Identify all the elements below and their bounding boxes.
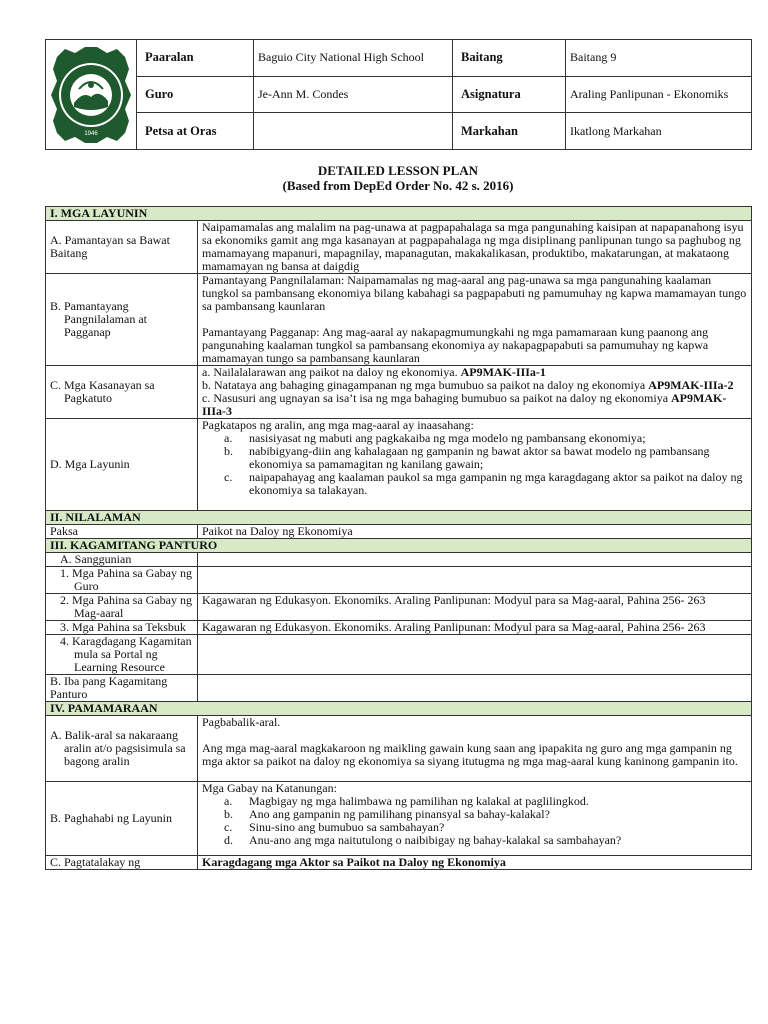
review-heading: Pagbabalik-aral. (202, 715, 281, 729)
row-label: B. Iba pang Kagamitang Panturo (46, 675, 198, 702)
row-value: Kagawaran ng Edukasyon. Ekonomiks. Araling Panlipunan: Modyul para sa Mag-aaral, Pahina 256- 263 (198, 594, 752, 621)
competency-item: b. Natataya ang bahaging ginagampanan ng mga bumubuo sa paikot na daloy ng ekonomiya AP9MAK-IIIa-2 (202, 378, 734, 392)
row-label: 4. Karagdagang Kagamitan mula sa Portal ng Learning Resource (46, 635, 198, 675)
row-paghahabi (46, 782, 752, 856)
date-time-label: Petsa at Oras (137, 113, 254, 150)
row-label: 1. Mga Pahina sa Gabay ng Guro (46, 567, 198, 594)
list-item: a. Magbigay ng mga halimbawa ng pamilihan ng kalakal at paglilingkod. (224, 794, 589, 808)
list-item: b. nabibigyang-diin ang kahalagaan ng gampanin ng bawat aktor sa bawat modelo ng pambansang ekonomiya sa pamamagitan ng kanilang gawain; (224, 444, 710, 471)
row-label: 2. Mga Pahina sa Gabay ng Mag-aaral (46, 594, 198, 621)
lesson-plan-table (45, 206, 752, 870)
row-value (198, 567, 752, 594)
row-value (198, 675, 752, 702)
row-label: D. Mga Layunin (46, 419, 198, 511)
section-header-pamamaraan: IV. PAMAMARAAN (46, 702, 752, 716)
row-value (198, 553, 752, 567)
row-label: A. Sanggunian (46, 553, 198, 567)
row-label: 3. Mga Pahina sa Teksbuk (46, 621, 198, 635)
row-value: Paikot na Daloy ng Ekonomiya (198, 525, 752, 539)
competency-code: AP9MAK-IIIa-3 (202, 391, 727, 418)
row-label: A. Pamantayan sa Bawat Baitang (46, 221, 198, 274)
row-label: Paksa (46, 525, 198, 539)
quarter-value: Ikatlong Markahan (566, 113, 752, 150)
grade-label: Baitang (453, 40, 566, 77)
row-gabay-guro (46, 567, 752, 594)
guide-questions-list (202, 795, 747, 847)
competency-code: AP9MAK-IIIa-2 (648, 378, 734, 392)
section-header-layunin: I. MGA LAYUNIN (46, 207, 752, 221)
competency-item: c. Nasusuri ang ugnayan sa isa’t isa ng mga bahaging bumubuo sa paikot na daloy ng ekonomiya AP9MAK-IIIa-3 (202, 391, 727, 418)
school-value: Baguio City National High School (254, 40, 453, 77)
list-item: a. nasisiyasat ng mabuti ang pagkakaiba ng mga modelo ng pambansang ekonomiya; (224, 431, 646, 445)
school-info-table (45, 39, 752, 150)
row-label: B. Paghahabi ng Layunin (46, 782, 198, 856)
row-sanggunian (46, 553, 752, 567)
row-value (198, 635, 752, 675)
pangnilalaman-text: Pamantayang Pangnilalaman: Naipamamalas ng mag-aaral ang pag-unawa sa mga pangunahing kaalaman tungkol sa pambansang ekonomiya bilang kabahagi sa pagpapabuti ng pamumuhay ng kapwa mamamayan tungo sa pambansang kaunlaran (202, 273, 747, 313)
row-value (198, 274, 752, 366)
review-text: Ang mga mag-aaral magkakaroon ng maikling gawain kung saan ang ipapakita ng guro ang mga gampanin ng mga aktor sa paikot na daloy ng ekonomiya sa siyang itutugma ng mga mag-aaral kung kaninong gampanin ito. (202, 741, 738, 768)
row-value (198, 716, 752, 782)
section-header-kagamitan: III. KAGAMITANG PANTURO (46, 539, 752, 553)
list-item: c. Sinu-sino ang bumubuo sa sambahayan? (224, 820, 445, 834)
row-iba-pang-kagamitan (46, 675, 752, 702)
row-value: Kagawaran ng Edukasyon. Ekonomiks. Araling Panlipunan: Modyul para sa Mag-aaral, Pahina 256- 263 (198, 621, 752, 635)
row-pamantayan-baitang (46, 221, 752, 274)
row-value: Naipamamalas ang malalim na pag-unawa at pagpapahalaga sa mga pangunahing kaisipan at napapanahong isyu sa ekonomiks gamit ang mga kasanayan at pagpapahalaga ng mga disiplinang panlipunan tungo sa paghubog ng mamamayang mapanuri, mapagnilay, mapanagutan, makakalikasan, produktibo, makatarungan, at makataong mamamayan ng bansa at daigdig (198, 221, 752, 274)
row-pagtatalakay (46, 856, 752, 870)
list-item: c. naipapahayag ang kaalaman paukol sa mga gampanin ng mga karagdagang aktor sa paikot na daloy ng ekonomiya sa talakayan. (224, 470, 743, 497)
row-label: C. Pagtatalakay ng (46, 856, 198, 870)
grade-value: Baitang 9 (566, 40, 752, 77)
school-label: Paaralan (137, 40, 254, 77)
row-label: A. Balik-aral sa nakaraang aralin at/o pagsisimula sa bagong aralin (46, 716, 198, 782)
row-label: C. Mga Kasanayan sa Pagkatuto (46, 366, 198, 419)
document-subtitle: (Based from DepEd Order No. 42 s. 2016) (282, 178, 514, 193)
row-value (198, 782, 752, 856)
date-time-value (254, 113, 453, 150)
guide-questions-intro: Mga Gabay na Katanungan: (202, 781, 337, 795)
row-balik-aral (46, 716, 752, 782)
row-value: Karagdagang mga Aktor sa Paikot na Daloy ng Ekonomiya (198, 856, 752, 870)
competency-item: a. Nailalalarawan ang paikot na daloy ng ekonomiya. AP9MAK-IIIa-1 (202, 365, 546, 379)
competency-code: AP9MAK-IIIa-1 (460, 365, 546, 379)
subject-value: Araling Panlipunan - Ekonomiks (566, 76, 752, 113)
row-mga-layunin (46, 419, 752, 511)
document-title: DETAILED LESSON PLAN (317, 163, 479, 178)
university-seal-logo (49, 45, 133, 145)
row-paksa (46, 525, 752, 539)
row-teksbuk (46, 621, 752, 635)
teacher-label: Guro (137, 76, 254, 113)
list-item: d. Anu-ano ang mga naitutulong o naibibigay ng bahay-kalakal sa sambahayan? (224, 833, 622, 847)
objectives-list (202, 432, 747, 497)
row-pamantayang-pangnilalaman (46, 274, 752, 366)
objectives-intro: Pagkatapos ng aralin, ang mga mag-aaral ay inaasahang: (202, 418, 474, 432)
row-label: B. Pamantayang Pangnilalaman at Pagganap (46, 274, 198, 366)
pagganap-text: Pamantayang Pagganap: Ang mag-aaral ay nakapagmumungkahi ng mga pamamaraan kung paanong ang pangunahing kaalaman tungkol sa pambansang ekonomiya ay nakapagpapabuti sa pamumuhay ng kapwa mamamayan tungo sa pambansang kaunlaran (202, 325, 709, 365)
row-kasanayan (46, 366, 752, 419)
row-gabay-mag-aaral (46, 594, 752, 621)
svg-text:1946: 1946 (84, 130, 98, 137)
subject-label: Asignatura (453, 76, 566, 113)
row-value (198, 366, 752, 419)
teacher-value: Je-Ann M. Condes (254, 76, 453, 113)
row-value (198, 419, 752, 511)
section-header-nilalaman: II. NILALAMAN (46, 511, 752, 525)
list-item: b. Ano ang gampanin ng pamilihang pinansyal sa bahay-kalakal? (224, 807, 550, 821)
row-learning-resource (46, 635, 752, 675)
logo-cell (46, 40, 137, 150)
quarter-label: Markahan (453, 113, 566, 150)
